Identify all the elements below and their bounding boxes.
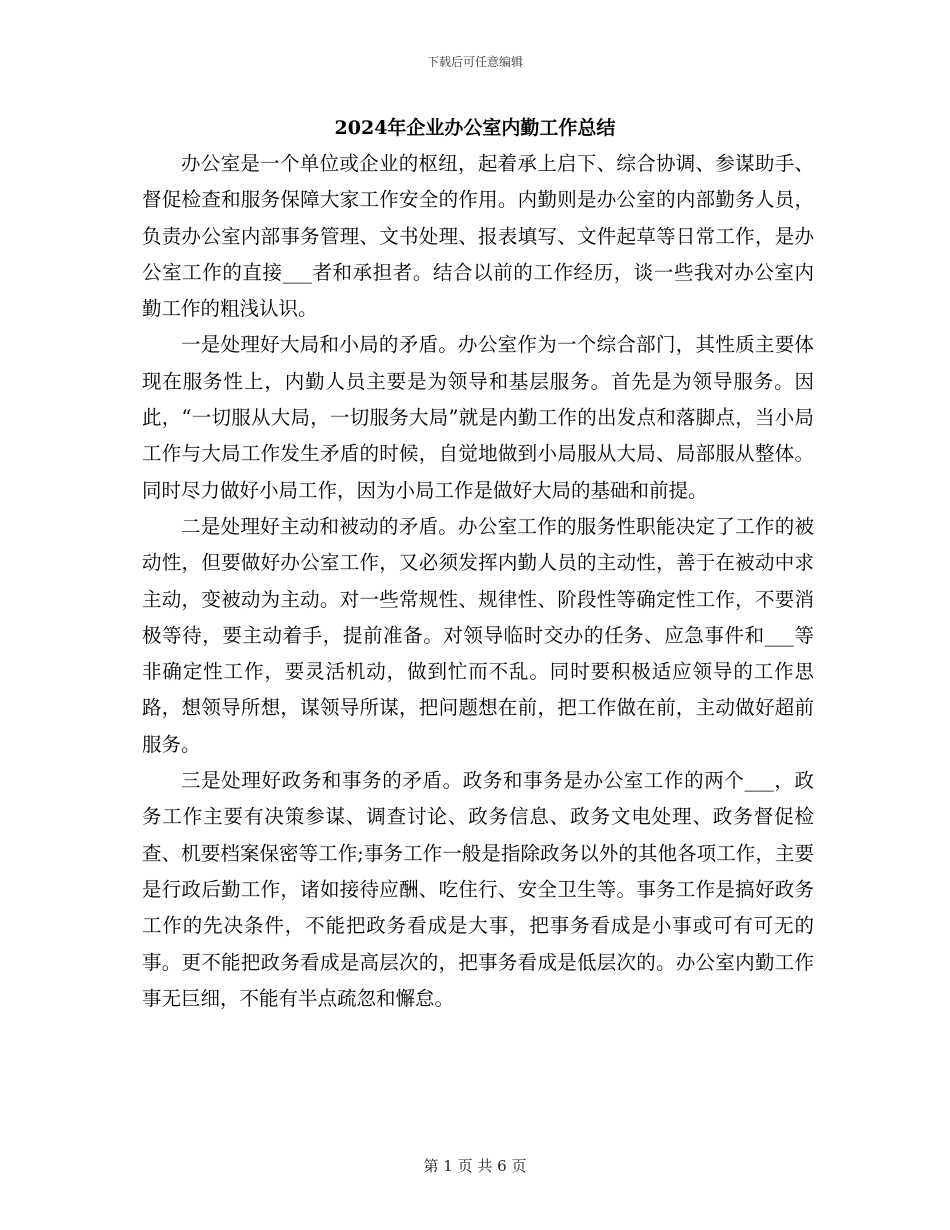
page-header-note: 下载后可任意编辑 — [426, 55, 523, 69]
paragraph-point-one: 一是处理好大局和小局的矛盾。办公室作为一个综合部门，其性质主要体现在服务性上，内勤人员主要是为领导和基层服务。首先是为领导服务。因此，“一切服从大局，一切服务大局”就是内勤工作的出发点和落脚点，当小局工作与大局工作发生矛盾的时候，自觉地做到小局服从大局、局部服从整体。同时尽力做好小局工作，因为小局工作是做好大局的基础和前提。 — [142, 333, 814, 502]
document-title: 2024年企业办公室内勤工作总结 — [334, 117, 616, 139]
document-body — [142, 146, 814, 1017]
paragraph-point-three: 三是处理好政务和事务的矛盾。政务和事务是办公室工作的两个___，政务工作主要有决策参谋、调查讨论、政务信息、政务文电处理、政务督促检查、机要档案保密等工作;事务工作一般是指除政务以外的其他各项工作，主要是行政后勤工作，诸如接待应酬、吃住行、安全卫生等。事务工作是搞好政务工作的先决条件，不能把政务看成是大事，把事务看成是小事或可有可无的事。更不能把政务看成是高层次的，把事务看成是低层次的。办公室内勤工作事无巨细，不能有半点疏忽和懈怠。 — [142, 769, 814, 1010]
paragraph-point-two: 二是处理好主动和被动的矛盾。办公室工作的服务性职能决定了工作的被动性，但要做好办公室工作，又必须发挥内勤人员的主动性，善于在被动中求主动，变被动为主动。对一些常规性、规律性、阶段性等确定性工作，不要消极等待，要主动着手，提前准备。对领导临时交办的任务、应急事件和___等非确定性工作，要灵活机动，做到忙而不乱。同时要积极适应领导的工作思路，想领导所想，谋领导所谋，把问题想在前，把工作做在前，主动做好超前服务。 — [142, 514, 814, 756]
paragraph-intro: 办公室是一个单位或企业的枢纽，起着承上启下、综合协调、参谋助手、督促检查和服务保障大家工作安全的作用。内勤则是办公室的内部勤务人员，负责办公室内部事务管理、文书处理、报表填写、文件起草等日常工作，是办公室工作的直接___者和承担者。结合以前的工作经历，谈一些我对办公室内勤工作的粗浅认识。 — [142, 152, 814, 321]
page-number: 第 1 页 共 6 页 — [423, 1157, 527, 1175]
